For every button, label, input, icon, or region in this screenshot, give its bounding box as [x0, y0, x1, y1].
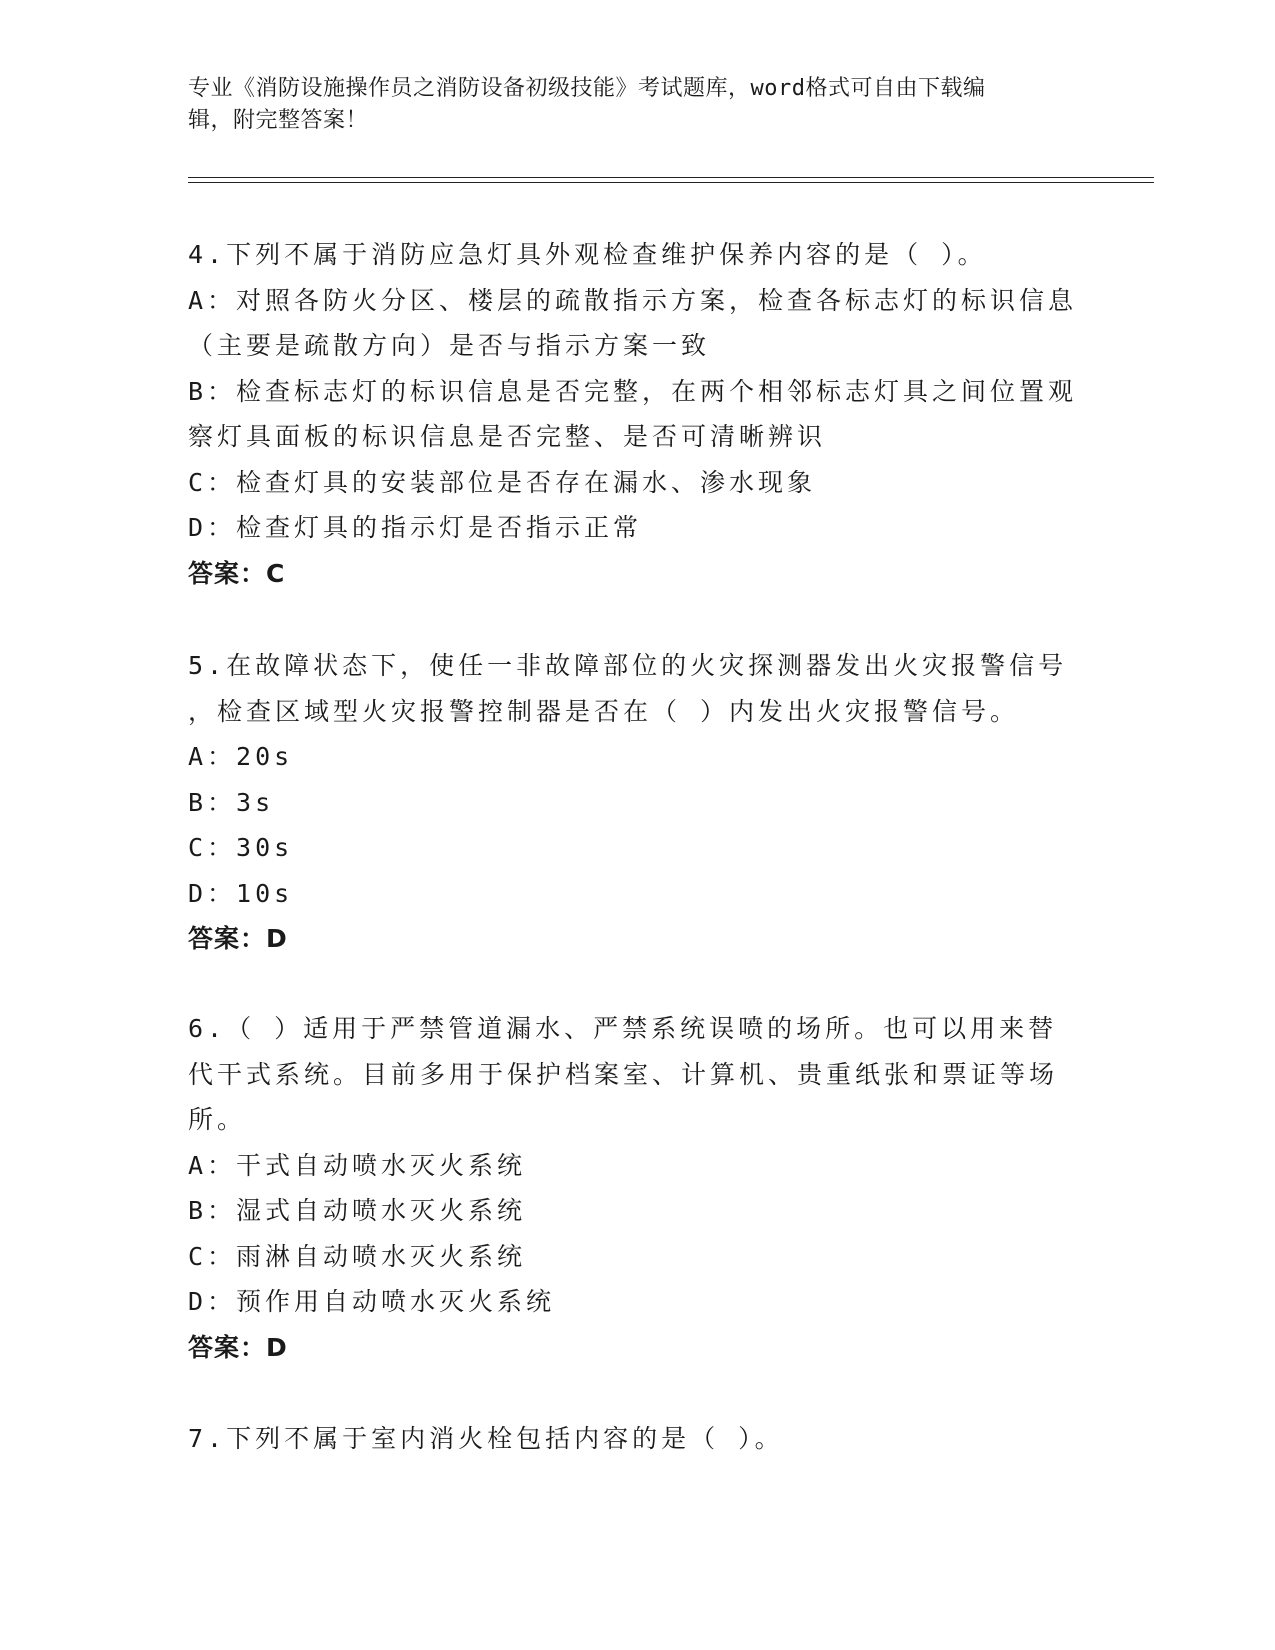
header-line-1: 专业《消防设施操作员之消防设备初级技能》考试题库，word格式可自由下载编 [188, 76, 986, 101]
question-6 [188, 1006, 1088, 1370]
question-7 [188, 1416, 1088, 1462]
option-c: C：雨淋自动喷水灭火系统 [188, 1241, 527, 1271]
answer-label: 答案：D [188, 924, 288, 953]
option-a: A：干式自动喷水灭火系统 [188, 1150, 527, 1180]
option-a: A：20s [188, 742, 294, 771]
question-4 [188, 232, 1088, 596]
option-b: B：湿式自动喷水灭火系统 [188, 1196, 527, 1225]
document-header [188, 73, 1068, 137]
question-stem: 5.在故障状态下，使任一非故障部位的火灾探测器发出火灾报警信号 [188, 651, 1068, 680]
header-line-2: 辑，附完整答案！ [188, 108, 369, 133]
question-5 [188, 643, 1088, 962]
option-d: D：预作用自动喷水灭火系统 [188, 1287, 556, 1316]
question-stem: 6.（ ）适用于严禁管道漏水、严禁系统误喷的场所。也可以用来替 [188, 1014, 1058, 1043]
question-stem: 7.下列不属于室内消火栓包括内容的是（ ）。 [188, 1424, 784, 1453]
option-c: C：30s [188, 833, 294, 862]
question-stem-end: 所。 [188, 1105, 247, 1134]
option-b: B：检查标志灯的标识信息是否完整，在两个相邻标志灯具之间位置观 [188, 376, 1078, 406]
option-b-continued: 察灯具面板的标识信息是否完整、是否可清晰辨识 [188, 422, 827, 451]
option-a: A：对照各防火分区、楼层的疏散指示方案，检查各标志灯的标识信息 [188, 285, 1078, 315]
question-stem: 4.下列不属于消防应急灯具外观检查维护保养内容的是（ ）。 [188, 240, 987, 269]
option-c: C：检查灯具的安装部位是否存在漏水、渗水现象 [188, 467, 817, 497]
question-stem-continued: 代干式系统。目前多用于保护档案室、计算机、贵重纸张和票证等场 [188, 1059, 1059, 1089]
option-d: D：检查灯具的指示灯是否指示正常 [188, 513, 643, 542]
option-d: D：10s [188, 878, 294, 908]
option-a-continued: （主要是疏散方向）是否与指示方案一致 [188, 331, 711, 360]
option-b: B：3s [188, 787, 275, 817]
answer-label: 答案：C [188, 558, 286, 588]
header-divider-top [188, 177, 1154, 178]
question-stem-continued: ，检查区域型火灾报警控制器是否在（ ）内发出火灾报警信号。 [188, 696, 1020, 726]
header-divider-bottom [188, 182, 1154, 183]
answer-label: 答案：D [188, 1332, 288, 1362]
